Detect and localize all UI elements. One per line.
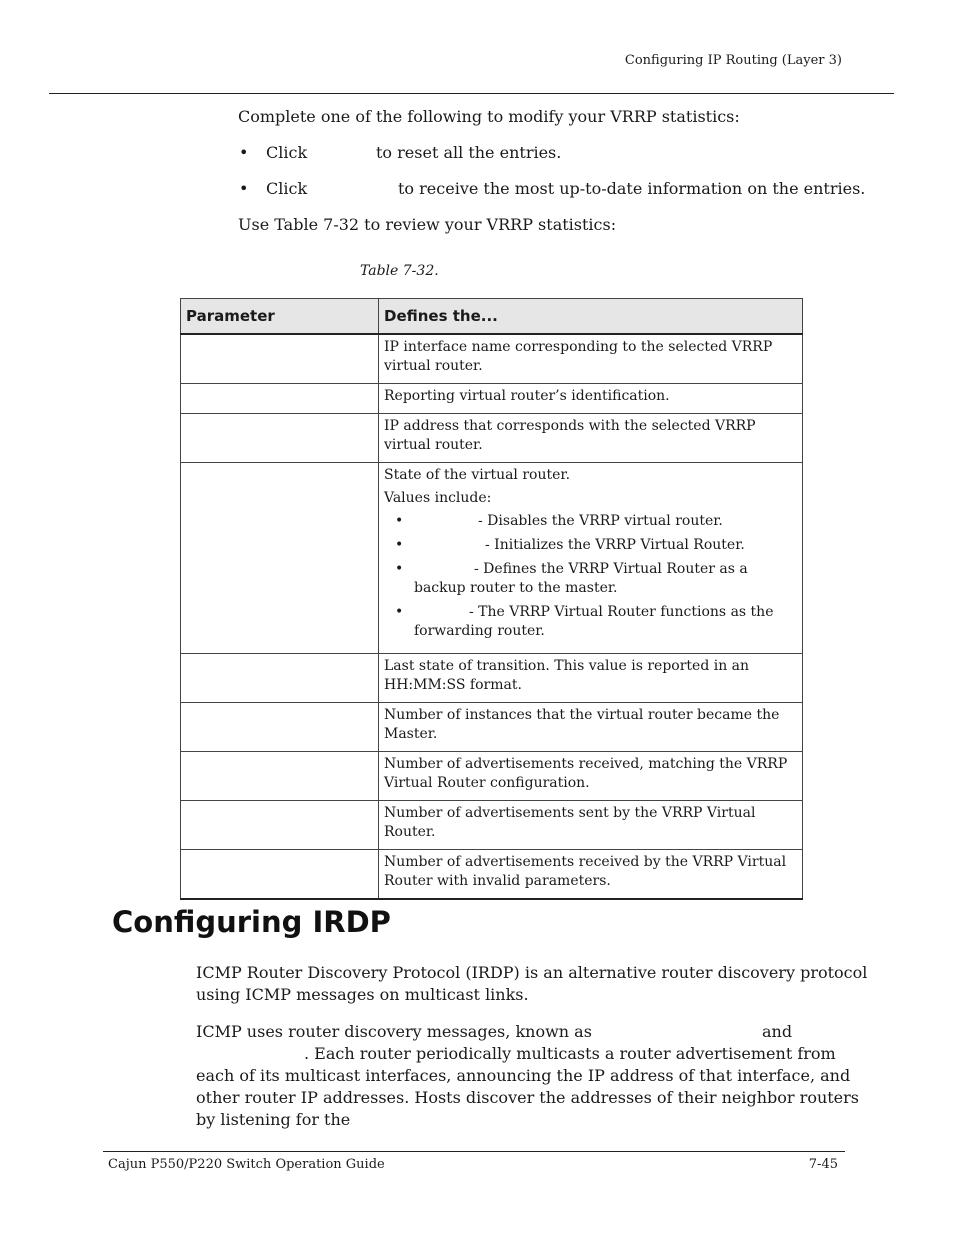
table-row — [181, 752, 803, 801]
bullet-lead: Click — [266, 143, 308, 162]
table-header-row — [181, 299, 803, 335]
bullet-dot: • — [395, 537, 404, 553]
parameter-table — [180, 298, 803, 900]
page-number: 7-45 — [808, 1157, 838, 1172]
state-value-text: - The VRRP Virtual Router functions as the forwarding router. — [414, 604, 774, 639]
parameter-cell — [181, 850, 379, 900]
table-row — [181, 334, 803, 384]
state-description: State of the virtual router. — [384, 467, 571, 483]
intro-text: Complete one of the following to modify your VRRP statistics: — [238, 107, 740, 126]
definition-cell: Number of instances that the virtual router became the Master. — [379, 703, 803, 752]
list-item — [384, 536, 794, 555]
bullet-dot: • — [395, 513, 404, 529]
irdp-paragraph-rest: . Each router periodically multicasts a router advertisement from each of its multicast interfaces, announcing the IP address of that interface, and other router IP addresses. Hosts discover the addresses of their neighbor routers by listening for the — [196, 1044, 860, 1129]
header-rule — [49, 93, 894, 94]
parameter-cell — [181, 654, 379, 703]
irdp-paragraph: ICMP Router Discovery Protocol (IRDP) is an alternative router discovery protocol using ICMP messages on multicast links. — [196, 963, 868, 1004]
bullet-dot: • — [395, 561, 404, 577]
parameter-cell — [181, 703, 379, 752]
definition-cell: Reporting virtual router’s identification. — [379, 384, 803, 414]
bullet-dot: • — [395, 604, 404, 620]
bullet-text: to reset all the entries. — [376, 143, 562, 162]
definition-cell: Number of advertisements received by the VRRP Virtual Router with invalid parameters. — [379, 850, 803, 900]
parameter-cell — [181, 801, 379, 850]
bullet-lead: Click — [266, 179, 308, 198]
state-values-list — [384, 512, 794, 641]
definition-cell: IP address that corresponds with the selected VRRP virtual router. — [379, 414, 803, 463]
irdp-paragraph-start: ICMP uses router discovery messages, known as — [196, 1022, 592, 1041]
list-item — [384, 512, 794, 531]
parameter-cell — [181, 384, 379, 414]
irdp-paragraph-and: and — [762, 1022, 793, 1041]
footer-rule — [103, 1151, 845, 1152]
parameter-cell — [181, 334, 379, 384]
parameter-cell — [181, 414, 379, 463]
list-item — [384, 560, 794, 598]
list-item — [384, 603, 794, 641]
table-caption: Table 7-32. — [360, 263, 439, 279]
definition-cell: Number of advertisements sent by the VRRP Virtual Router. — [379, 801, 803, 850]
bullet-dot: • — [239, 179, 249, 198]
table-row — [181, 414, 803, 463]
table-intro-text: Use Table 7-32 to review your VRRP statistics: — [238, 215, 617, 234]
column-header-defines: Defines the... — [379, 299, 803, 335]
definition-cell: Last state of transition. This value is reported in an HH:MM:SS format. — [379, 654, 803, 703]
table-row — [181, 463, 803, 654]
state-value-text: - Defines the VRRP Virtual Router as a backup router to the master. — [414, 561, 748, 596]
table-row — [181, 850, 803, 900]
footer-title: Cajun P550/P220 Switch Operation Guide — [108, 1157, 385, 1172]
bullet-dot: • — [239, 143, 249, 162]
values-include-label: Values include: — [384, 490, 492, 506]
state-value-text: - Initializes the VRRP Virtual Router. — [485, 537, 745, 553]
definition-cell: IP interface name corresponding to the selected VRRP virtual router. — [379, 334, 803, 384]
table-row — [181, 654, 803, 703]
state-value-text: - Disables the VRRP virtual router. — [478, 513, 723, 529]
table-row — [181, 703, 803, 752]
bullet-text: to receive the most up-to-date information on the entries. — [398, 179, 866, 198]
parameter-cell — [181, 463, 379, 654]
table-row — [181, 801, 803, 850]
running-header: Configuring IP Routing (Layer 3) — [624, 53, 842, 68]
column-header-parameter: Parameter — [181, 299, 379, 335]
parameter-cell — [181, 752, 379, 801]
section-title: Configuring IRDP — [112, 905, 391, 939]
definition-cell: Number of advertisements received, matching the VRRP Virtual Router configuration. — [379, 752, 803, 801]
table-row — [181, 384, 803, 414]
definition-cell — [379, 463, 803, 654]
